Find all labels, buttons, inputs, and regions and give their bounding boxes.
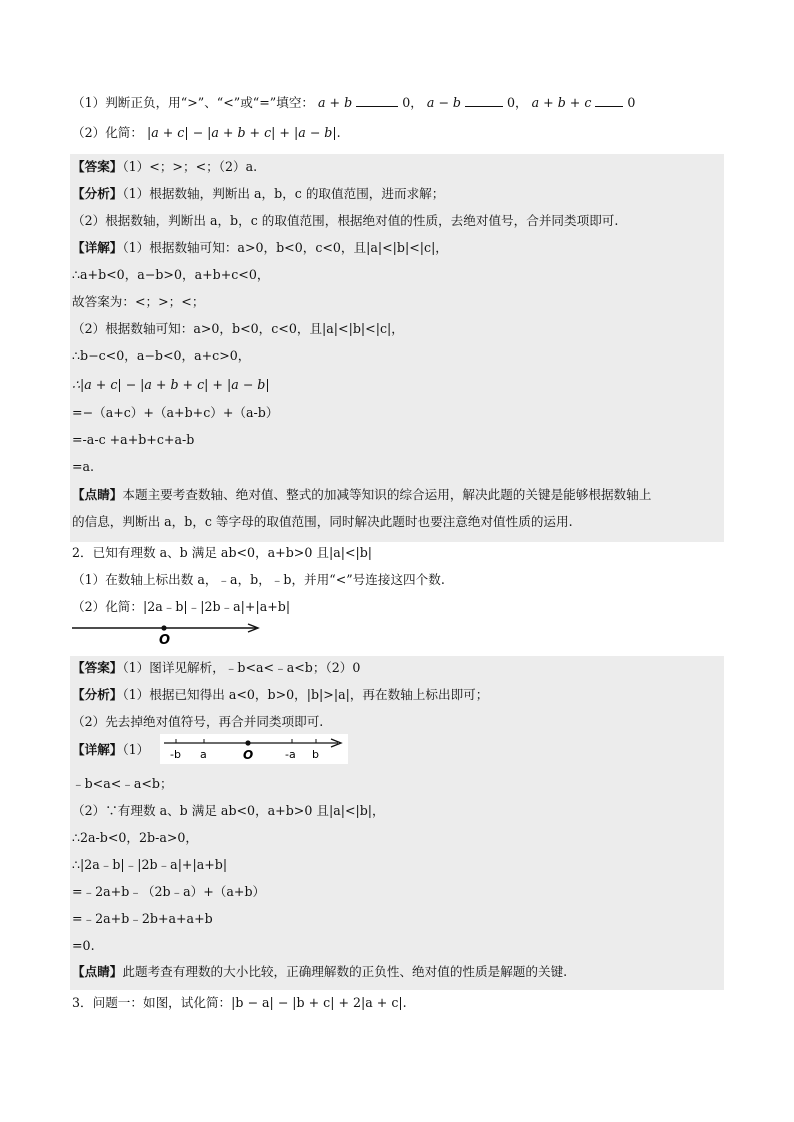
p1-q1: （1）判断正负，用“>”、“<”或“=”填空： a + b 0， a − b 0， a + b + c 0 — [72, 95, 636, 110]
s1-line-13: =a. — [72, 459, 95, 474]
s1-analysis: 【分析】（1）根据数轴，判断出 a，b，c 的取值范围，进而求解； — [72, 186, 445, 201]
expr-a-minus-b: a − b — [426, 95, 461, 110]
label-origin: O — [243, 748, 254, 762]
p1-q2: （2）化简： |a + c| − |a + b + c| + |a − b|. — [72, 125, 341, 140]
s1-line-12: =-a-c +a+b+c+a-b — [72, 432, 195, 447]
blank-3[interactable] — [595, 94, 623, 107]
s1-comment: 【点睛】本题主要考查数轴、绝对值、整式的加减等知识的综合运用，解决此题的关键是能够根据数轴上 — [72, 487, 652, 502]
p2-q1: （1）在数轴上标出数 a，﹣a，b，﹣b，并用“<”号连接这四个数. — [72, 572, 445, 587]
blank-2[interactable] — [465, 94, 503, 107]
label-a: a — [200, 748, 207, 761]
label-b: b — [312, 748, 319, 761]
s2-line-8: ∴|2a﹣b|﹣|2b﹣a|+|a+b| — [72, 857, 228, 872]
s2-line-10: =﹣2a+b﹣2b+a+a+b — [72, 911, 213, 926]
s2-analysis-2: （2）先去掉绝对值符号，再合并同类项即可. — [72, 714, 324, 729]
p2-title: 2．已知有理数 a、b 满足 ab<0，a+b>0 且|a|<|b| — [72, 545, 373, 560]
s1-answer: 【答案】（1）<；>；<；（2）a. — [72, 159, 258, 174]
s2-line-7: ∴2a-b<0，2b-a>0， — [72, 830, 199, 845]
s2-answer: 【答案】（1）图详见解析，﹣b<a<﹣a<b；（2）0 — [72, 660, 361, 675]
s2-analysis: 【分析】（1）根据已知得出 a<0，b>0，|b|>|a|，再在数轴上标出即可； — [72, 687, 489, 702]
s2-line-11: =0. — [72, 938, 95, 953]
s1-line-8: （2）根据数轴可知：a>0，b<0，c<0，且|a|<|b|<|c|， — [72, 321, 404, 336]
expr-a-plus-b: a + b — [318, 95, 353, 110]
s1-line-10: ∴|a + c| − |a + b + c| + |a − b| — [72, 377, 270, 392]
s1-line-11: =−（a+c）+（a+b+c）+（a-b） — [72, 405, 279, 420]
s2-line-5: ﹣b<a<﹣a<b； — [72, 776, 173, 791]
origin-dot — [161, 625, 166, 630]
p2-number-line — [70, 618, 270, 648]
expr-a-plus-b-plus-c: a + b + c — [531, 95, 592, 110]
s1-comment-2: 的信息，判断出 a，b，c 等字母的取值范围，同时解决此题时也要注意绝对值性质的运用. — [72, 514, 573, 529]
origin-label: O — [159, 633, 171, 648]
s2-number-line — [160, 734, 348, 764]
s1-line-6: ∴a+b<0，a−b>0，a+b+c<0， — [72, 267, 270, 282]
label-neg-b: -b — [170, 748, 181, 761]
solution-2-block — [70, 656, 724, 990]
label-neg-a: -a — [285, 748, 296, 761]
p3-title: 3．问题一：如图，试化简：|b − a| − |b + c| + 2|a + c|. — [72, 995, 407, 1010]
s1-line-7: 故答案为：<；>；<； — [72, 294, 205, 309]
blank-1[interactable] — [356, 94, 398, 107]
s1-detail: 【详解】（1）根据数轴可知：a>0，b<0，c<0，且|a|<|b|<|c|， — [72, 240, 448, 255]
origin-dot — [245, 740, 250, 745]
s2-comment: 【点睛】此题考查有理数的大小比较，正确理解数的正负性、绝对值的性质是解题的关键. — [72, 964, 568, 979]
s1-line-9: ∴b−c<0，a−b<0，a+c>0， — [72, 348, 251, 363]
s2-line-6: （2）∵有理数 a、b 满足 ab<0，a+b>0 且|a|<|b|， — [72, 803, 385, 818]
p2-q2: （2）化简：|2a﹣b|﹣|2b﹣a|+|a+b| — [72, 599, 291, 614]
s2-detail: 【详解】（1） — [72, 742, 150, 757]
s2-line-9: =﹣2a+b﹣（2b﹣a）+（a+b） — [72, 884, 266, 899]
s1-analysis-2: （2）根据数轴，判断出 a，b，c 的取值范围，根据绝对值的性质，去绝对值号，合并同类项即可. — [72, 213, 619, 228]
